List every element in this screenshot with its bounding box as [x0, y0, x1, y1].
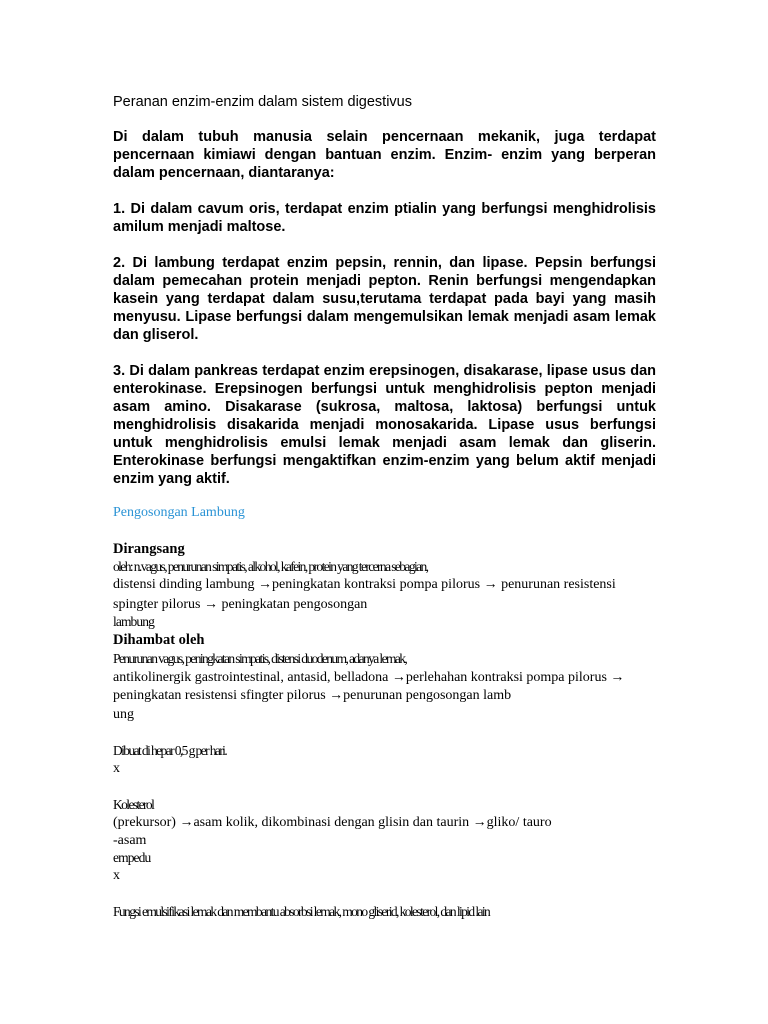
paragraph-cavum-oris: 1. Di dalam cavum oris, terdapat enzim ptialin yang berfungsi menghidrolisis amilum menjadi maltose.: [113, 201, 656, 235]
paragraph-intro: Di dalam tubuh manusia selain pencernaan mekanik, juga terdapat pencernaan kimiawi dengan bantuan enzim. Enzim- enzim yang berperan dalam pencernaan, diantaranya:: [113, 129, 656, 181]
dirangsang-line: spingter pilorus → peningkatan pengosongan: [113, 597, 368, 612]
document-page: [113, 0, 656, 1024]
dihambat-line: ung: [113, 707, 134, 722]
dihambat-heading: Dihambat oleh: [113, 632, 205, 648]
dihambat-line: peningkatan resistensi sfingter pilorus →penurunan pengosongan lamb: [113, 688, 512, 703]
dihambat-line: Penurunan vagus, peningkatan simpatis, distensi duodenum, adanya lemak,: [113, 651, 407, 666]
misc-line: Fungsi emulsifikasi lemak dan membantu absorbsi lemak, mono gliserid, kolesterol, dan lipid lain: [113, 904, 490, 919]
paragraph-lambung: 2. Di lambung terdapat enzim pepsin, rennin, dan lipase. Pepsin berfungsi dalam pemecahan protein menjadi pepton. Renin berfungsi mengendapkan kasein yang terdapat dalam susu,terutama terdapat pada bayi yang masih menyusu. Lipase berfungsi dalam mengemulsikan lemak menjadi asam lemak dan gliserol.: [113, 255, 656, 343]
dirangsang-line: oleh: n.vagus, penurunan simpatis, alkohol, kafein, protein yang tercerna sebagian,: [113, 559, 428, 574]
misc-line: x: [113, 761, 120, 776]
dirangsang-heading: Dirangsang: [113, 541, 185, 557]
paragraph-pankreas: 3. Di dalam pankreas terdapat enzim erepsinogen, disakarase, lipase usus dan enterokinase. Erepsinogen berfungsi untuk menghidrolisis pepton menjadi asam amino. Disakarase (sukrosa, maltosa, laktosa) berfungsi untuk menghidrolisis disakarida menjadi monosakarida. Lipase usus berfungsi untuk menghidrolisis emulsi lemak menjadi asam lemak dan gliserin. Enterokinase berfungsi mengaktifkan enzim-enzim yang belum aktif menjadi enzim yang aktif.: [113, 363, 656, 487]
misc-line: (prekursor) →asam kolik, dikombinasi dengan glisin dan taurin →gliko/ tauro: [113, 815, 552, 830]
section-title: Pengosongan Lambung: [113, 505, 245, 520]
document-title: Peranan enzim-enzim dalam sistem digestivus: [113, 94, 412, 110]
dihambat-line: antikolinergik gastrointestinal, antasid, belladona →perlehahan kontraksi pompa pilorus →: [113, 670, 625, 685]
misc-line: Kolesterol: [113, 797, 154, 812]
dirangsang-line: lambung: [113, 614, 154, 629]
misc-line: empedu: [113, 850, 151, 865]
dirangsang-line: distensi dinding lambung →peningkatan kontraksi pompa pilorus → penurunan resistensi: [113, 577, 616, 592]
misc-line: x: [113, 868, 120, 883]
misc-line: Dibuat di hepar 0,5 g per hari.: [113, 743, 227, 758]
misc-line: -asam: [113, 833, 147, 848]
